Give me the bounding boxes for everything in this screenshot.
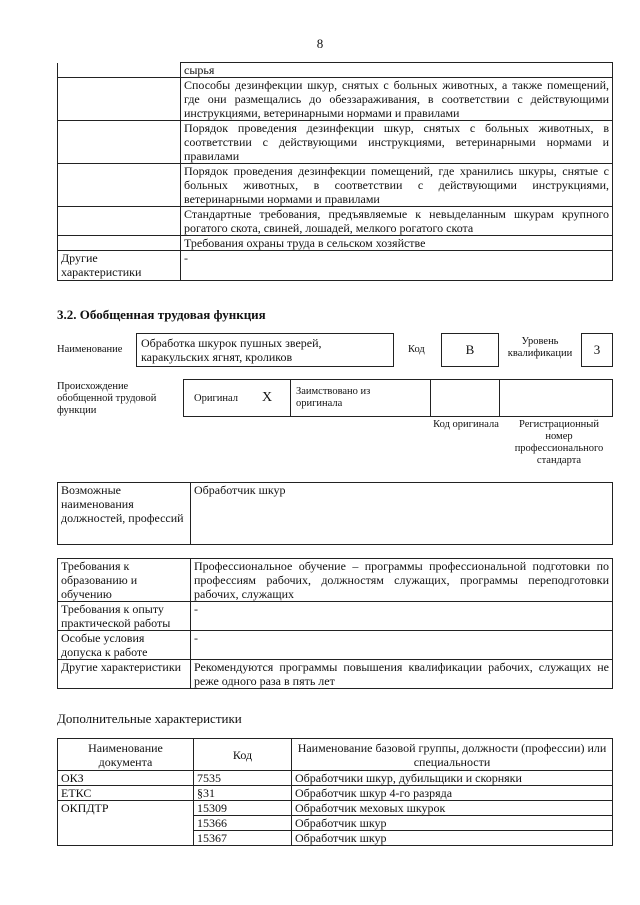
requirement-value: Рекомендуются программы повышения квалификации рабочих, служащих не реже одного раза в пять лет — [191, 660, 613, 689]
requirement-value: - — [191, 631, 613, 660]
divider — [290, 380, 291, 416]
knowledge-item: Порядок проведения дезинфекции помещений, где хранились шкуры, снятые с больных животных, в соответствии с действующими инструкциями, ветеринарными нормами и правилами — [181, 164, 613, 207]
code-cell: 15366 — [194, 816, 292, 831]
name-cell: Обработчик меховых шкурок — [292, 801, 613, 816]
name-cell: Обработчик шкур — [292, 816, 613, 831]
section-title: 3.2. Обобщенная трудовая функция — [57, 307, 266, 322]
requirement-label: Особые условия допуска к работе — [58, 631, 191, 660]
doc-cell: ОКЗ — [58, 771, 194, 786]
divider — [499, 380, 500, 416]
original-code-caption: Код оригинала — [433, 419, 499, 430]
header-document: Наименование документа — [58, 739, 194, 771]
knowledge-table — [57, 62, 613, 281]
code-label: Код — [408, 344, 425, 355]
qualification-level-value: 3 — [581, 333, 613, 367]
knowledge-item: Стандартные требования, предъявляемые к невыделанным шкурам крупного рогатого скота, свиней, лошадей, мелкого рогатого скота — [181, 207, 613, 236]
knowledge-item: Требования охраны труда в сельском хозяйстве — [181, 236, 613, 251]
name-cell: Обработчик шкур 4-го разряда — [292, 786, 613, 801]
function-code-value: B — [441, 333, 499, 367]
code-cell: 7535 — [194, 771, 292, 786]
registration-number-caption: Регистрационный номер профессионального стандарта — [514, 419, 604, 466]
positions-value: Обработчик шкур — [191, 483, 613, 545]
knowledge-item: Порядок проведения дезинфекции шкур, снятых с больных животных, в соответствии с действующими инструкциями, ветеринарными нормами и правилами — [181, 121, 613, 164]
requirement-label: Требования к образованию и обучению — [58, 559, 191, 602]
additional-table — [57, 738, 613, 846]
original-mark: X — [262, 390, 273, 405]
name-cell: Обработчик шкур — [292, 831, 613, 846]
additional-title: Дополнительные характеристики — [57, 711, 242, 726]
positions-label: Возможные наименования должностей, профессий — [58, 483, 191, 545]
page-number: 8 — [316, 36, 324, 51]
header-code: Код — [194, 739, 292, 771]
borrowed-label: Заимствовано из оригинала — [296, 386, 371, 409]
requirement-value: Профессиональное обучение – программы профессиональной подготовки по профессиям рабочих, должностям служащих, программы переподготовки рабочих, служащих — [191, 559, 613, 602]
other-characteristics-value: - — [181, 251, 613, 281]
positions-table — [57, 482, 613, 545]
table-blank-cell — [58, 121, 181, 164]
table-blank-cell — [58, 63, 181, 78]
requirement-label: Требования к опыту практической работы — [58, 602, 191, 631]
origin-label: Происхождение обобщенной трудовой функции — [57, 381, 157, 416]
header-name: Наименование базовой группы, должности (профессии) или специальности — [292, 739, 613, 771]
requirements-table — [57, 558, 613, 689]
origin-table — [183, 379, 613, 417]
knowledge-item: сырья — [181, 63, 613, 78]
code-cell: 15309 — [194, 801, 292, 816]
table-blank-cell — [58, 78, 181, 121]
table-row — [58, 771, 613, 786]
code-cell: §31 — [194, 786, 292, 801]
doc-cell: ОКПДТР — [58, 801, 194, 846]
divider — [430, 380, 431, 416]
knowledge-item: Способы дезинфекции шкур, снятых с больных животных, а также помещений, где они размещались до обеззараживания, в соответствии с действующими инструкциями, ветеринарными нормами и правилами — [181, 78, 613, 121]
table-blank-cell — [58, 207, 181, 236]
requirement-label: Другие характеристики — [58, 660, 191, 689]
table-blank-cell — [58, 164, 181, 207]
other-characteristics-label: Другие характеристики — [58, 251, 181, 281]
name-cell: Обработчики шкур, дубильщики и скорняки — [292, 771, 613, 786]
qualification-level-label: Уровень квалификации — [507, 336, 573, 359]
function-name-value: Обработка шкурок пушных зверей, каракульских ягнят, кроликов — [136, 333, 394, 367]
table-row — [58, 801, 613, 816]
original-label: Оригинал — [194, 393, 238, 404]
doc-cell: ЕТКС — [58, 786, 194, 801]
requirement-value: - — [191, 602, 613, 631]
table-row — [58, 786, 613, 801]
name-label: Наименование — [57, 344, 123, 355]
table-blank-cell — [58, 236, 181, 251]
code-cell: 15367 — [194, 831, 292, 846]
